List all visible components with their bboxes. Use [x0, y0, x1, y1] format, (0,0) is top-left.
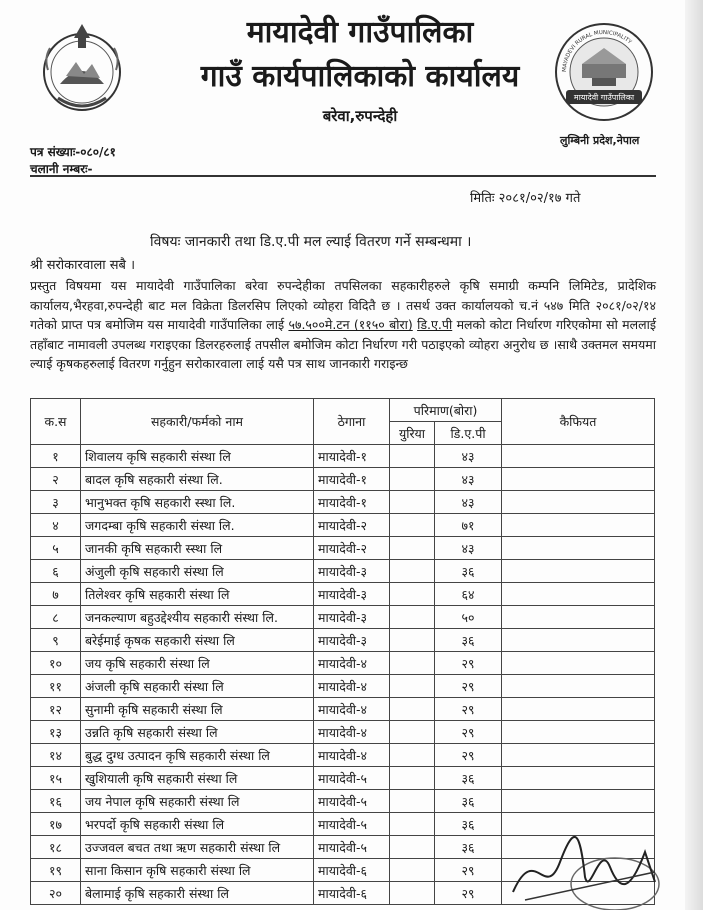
row-remarks: [502, 537, 655, 560]
row-dap: ३६: [435, 790, 502, 813]
row-urea: [390, 767, 435, 790]
row-dap: ३६: [435, 629, 502, 652]
row-urea: [390, 583, 435, 606]
row-name: साना किसान कृषि सहकारी संस्था लि: [81, 859, 314, 882]
row-name: बुद्ध दुग्ध उत्पादन कृषि सहकारी संस्था लि: [81, 744, 314, 767]
row-remarks: [502, 767, 655, 790]
row-remarks: [502, 675, 655, 698]
page-edge-shadow: [685, 0, 703, 910]
municipality-logo-icon: [552, 20, 656, 124]
row-address: मायादेवी-३: [314, 629, 390, 652]
table-row: [31, 721, 655, 744]
body-highlight-quantity: ५७.५००मे.टन (११५० बोरा): [288, 317, 413, 333]
header-dap: डि.ए.पी: [435, 422, 502, 445]
table-row: [31, 445, 655, 468]
row-address: मायादेवी-५: [314, 790, 390, 813]
table-row: [31, 629, 655, 652]
row-address: मायादेवी-४: [314, 744, 390, 767]
table-row: [31, 744, 655, 767]
row-dap: ३६: [435, 813, 502, 836]
table-row: [31, 767, 655, 790]
row-name: तिलेश्वर कृषि सहकारी संस्था लि: [81, 583, 314, 606]
row-address: मायादेवी-४: [314, 721, 390, 744]
province-name: लुम्बिनी प्रदेश,नेपाल: [560, 134, 640, 147]
table-row: [31, 491, 655, 514]
row-sn: १९: [31, 859, 81, 882]
signature-stamp: [505, 822, 665, 910]
row-dap: २९: [435, 652, 502, 675]
header-sn: क.स: [31, 399, 81, 445]
row-urea: [390, 491, 435, 514]
row-dap: ५०: [435, 606, 502, 629]
row-urea: [390, 675, 435, 698]
row-dap: ७१: [435, 514, 502, 537]
municipality-title: मायादेवी गाउँपालिका: [246, 15, 474, 50]
row-urea: [390, 629, 435, 652]
row-name: अंजुली कृषि सहकारी संस्था लि: [81, 560, 314, 583]
row-address: मायादेवी-३: [314, 583, 390, 606]
nepal-emblem-icon: [36, 18, 128, 118]
row-dap: ३६: [435, 767, 502, 790]
row-remarks: [502, 652, 655, 675]
header-urea: युरिया: [390, 422, 435, 445]
row-dap: २९: [435, 698, 502, 721]
row-remarks: [502, 583, 655, 606]
row-remarks: [502, 606, 655, 629]
row-remarks: [502, 491, 655, 514]
table-row: [31, 652, 655, 675]
header-quantity: परिमाण(बोरा): [390, 399, 502, 422]
office-location: बरेवा,रुपन्देही: [322, 107, 398, 125]
row-dap: २९: [435, 744, 502, 767]
row-urea: [390, 721, 435, 744]
row-name: भरपर्दो कृषि सहकारी संस्था लि: [81, 813, 314, 836]
table-row: [31, 790, 655, 813]
row-dap: २९: [435, 859, 502, 882]
row-remarks: [502, 514, 655, 537]
row-sn: १८: [31, 836, 81, 859]
row-urea: [390, 606, 435, 629]
row-sn: २: [31, 468, 81, 491]
logo-text-bottom: मायादेवी गाउँपालिका: [573, 93, 635, 102]
row-sn: ४: [31, 514, 81, 537]
row-urea: [390, 744, 435, 767]
row-remarks: [502, 790, 655, 813]
row-remarks: [502, 468, 655, 491]
row-urea: [390, 790, 435, 813]
row-dap: ४३: [435, 445, 502, 468]
table-row: [31, 583, 655, 606]
header-address: ठेगाना: [314, 399, 390, 445]
row-address: मायादेवी-६: [314, 859, 390, 882]
table-row: [31, 606, 655, 629]
row-remarks: [502, 744, 655, 767]
row-sn: १३: [31, 721, 81, 744]
row-address: मायादेवी-४: [314, 675, 390, 698]
row-urea: [390, 445, 435, 468]
row-sn: १७: [31, 813, 81, 836]
row-name: बादल कृषि सहकारी संस्था लि.: [81, 468, 314, 491]
row-remarks: [502, 445, 655, 468]
row-urea: [390, 882, 435, 905]
row-name: अंजली कृषि सहकारी संस्था लि: [81, 675, 314, 698]
row-remarks: [502, 560, 655, 583]
row-name: भानुभक्त कृषि सहकारी स्स्था लि.: [81, 491, 314, 514]
logo-text-top: MAYADEVI RURAL MUNICIPALITY: [561, 29, 633, 73]
row-sn: ६: [31, 560, 81, 583]
body-part1: प्रस्तुत विषयमा यस मायादेवी गाउँपालिका बरेवा रुपन्देहीका तपसिलका सहकारीहरुले कृषि समाग्री कम्पनि लिमिटेड, प्रादेशिक कार्यालय,भैरहवा,रुपन्देही बाट मल विक्रेता डिलरसिप लिएको व्योहरा विदितै छ । तसर्थ उक्त कार्यालयको च.नं ५४७ मिति २०८१/०२/१४ गतेको प्राप्त पत्र बमोजिम यस मायादेवी गाउँपालिका लाई: [30, 278, 656, 333]
dispatch-number: चलानी नम्बरः-: [30, 162, 93, 176]
row-dap: ३६: [435, 560, 502, 583]
table-row: [31, 468, 655, 491]
header-name: सहकारी/फर्मको नाम: [81, 399, 314, 445]
row-sn: १०: [31, 652, 81, 675]
letter-body: [30, 276, 656, 374]
row-name: जनकल्याण बहुउद्देश्यीय सहकारी संस्था लि.: [81, 606, 314, 629]
row-address: मायादेवी-३: [314, 560, 390, 583]
row-dap: ४३: [435, 491, 502, 514]
row-dap: ३६: [435, 836, 502, 859]
row-sn: १५: [31, 767, 81, 790]
header-divider: [30, 175, 656, 177]
letter-subject: विषयः जानकारी तथा डि.ए.पी मल ल्याई वितरण गर्ने सम्बन्धमा ।: [150, 234, 472, 250]
salutation: श्री सरोकारवाला सबै ।: [30, 258, 136, 273]
body-highlight-dap: डि.ए.पी: [417, 317, 453, 333]
row-address: मायादेवी-५: [314, 767, 390, 790]
row-address: मायादेवी-१: [314, 445, 390, 468]
row-dap: २९: [435, 882, 502, 905]
row-dap: २९: [435, 721, 502, 744]
row-urea: [390, 859, 435, 882]
row-address: मायादेवी-५: [314, 836, 390, 859]
row-urea: [390, 813, 435, 836]
table-row: [31, 537, 655, 560]
row-name: जय कृषि सहकारी संस्था लि: [81, 652, 314, 675]
row-address: मायादेवी-३: [314, 606, 390, 629]
row-address: मायादेवी-२: [314, 537, 390, 560]
row-sn: १२: [31, 698, 81, 721]
row-address: मायादेवी-२: [314, 514, 390, 537]
row-sn: ७: [31, 583, 81, 606]
row-remarks: [502, 721, 655, 744]
row-sn: ५: [31, 537, 81, 560]
row-sn: १६: [31, 790, 81, 813]
row-address: मायादेवी-१: [314, 468, 390, 491]
row-sn: ८: [31, 606, 81, 629]
row-name: जगदम्बा कृषि सहकारी संस्था लि.: [81, 514, 314, 537]
row-dap: ६४: [435, 583, 502, 606]
reference-number: पत्र संख्याः-०८०/८१: [30, 145, 116, 159]
row-address: मायादेवी-५: [314, 813, 390, 836]
row-name: शिवालय कृषि सहकारी संस्था लि: [81, 445, 314, 468]
row-sn: २०: [31, 882, 81, 905]
body-part2: मलको कोटा निर्धारण गरिएकोमा सो मललाई तहाँबाट नामावली उपलब्ध गराइएका डिलरहरुलाई तपसील बमोजिम कोटा निर्धारण गरी पठाइएको व्योहरा अनुरोध छ ।साथै उक्तमल समयमा ल्याई कृषकहरुलाई वितरण गर्नुहुन सरोकारवाला लाई यसै पत्र साथ जानकारी गराइन्छ: [30, 317, 656, 372]
office-title: गाउँ कार्यपालिकाको कार्यालय: [200, 59, 520, 94]
row-name: बरेईमाई कृषक सहकारी संस्था लि: [81, 629, 314, 652]
letter-date: मितिः २०८१/०२/१७ गते: [470, 191, 581, 206]
row-name: बेलामाई कृषि सहकारी संस्था लि: [81, 882, 314, 905]
row-address: मायादेवी-१: [314, 491, 390, 514]
table-row: [31, 560, 655, 583]
table-row: [31, 675, 655, 698]
row-sn: १४: [31, 744, 81, 767]
row-name: खुशियाली कृषि सहकारी संस्था लि: [81, 767, 314, 790]
row-sn: ३: [31, 491, 81, 514]
row-address: मायादेवी-४: [314, 652, 390, 675]
header-remarks: कैफियत: [502, 399, 655, 445]
row-address: मायादेवी-६: [314, 882, 390, 905]
row-urea: [390, 537, 435, 560]
row-dap: २९: [435, 675, 502, 698]
row-urea: [390, 836, 435, 859]
row-name: जय नेपाल कृषि सहकारी संस्था लि: [81, 790, 314, 813]
row-remarks: [502, 629, 655, 652]
row-remarks: [502, 698, 655, 721]
row-urea: [390, 514, 435, 537]
row-urea: [390, 560, 435, 583]
row-address: मायादेवी-४: [314, 698, 390, 721]
table-row: [31, 698, 655, 721]
row-sn: ११: [31, 675, 81, 698]
table-row: [31, 514, 655, 537]
row-sn: १: [31, 445, 81, 468]
row-dap: ४३: [435, 468, 502, 491]
row-dap: ४३: [435, 537, 502, 560]
row-name: सुनामी कृषि सहकारी संस्था लि: [81, 698, 314, 721]
row-urea: [390, 698, 435, 721]
row-name: उज्जवल बचत तथा ऋण सहकारी संस्था लि: [81, 836, 314, 859]
row-name: जानकी कृषि सहकारी स्स्था लि: [81, 537, 314, 560]
row-urea: [390, 468, 435, 491]
row-urea: [390, 652, 435, 675]
row-sn: ९: [31, 629, 81, 652]
row-name: उन्नति कृषि सहकारी संस्था लि: [81, 721, 314, 744]
